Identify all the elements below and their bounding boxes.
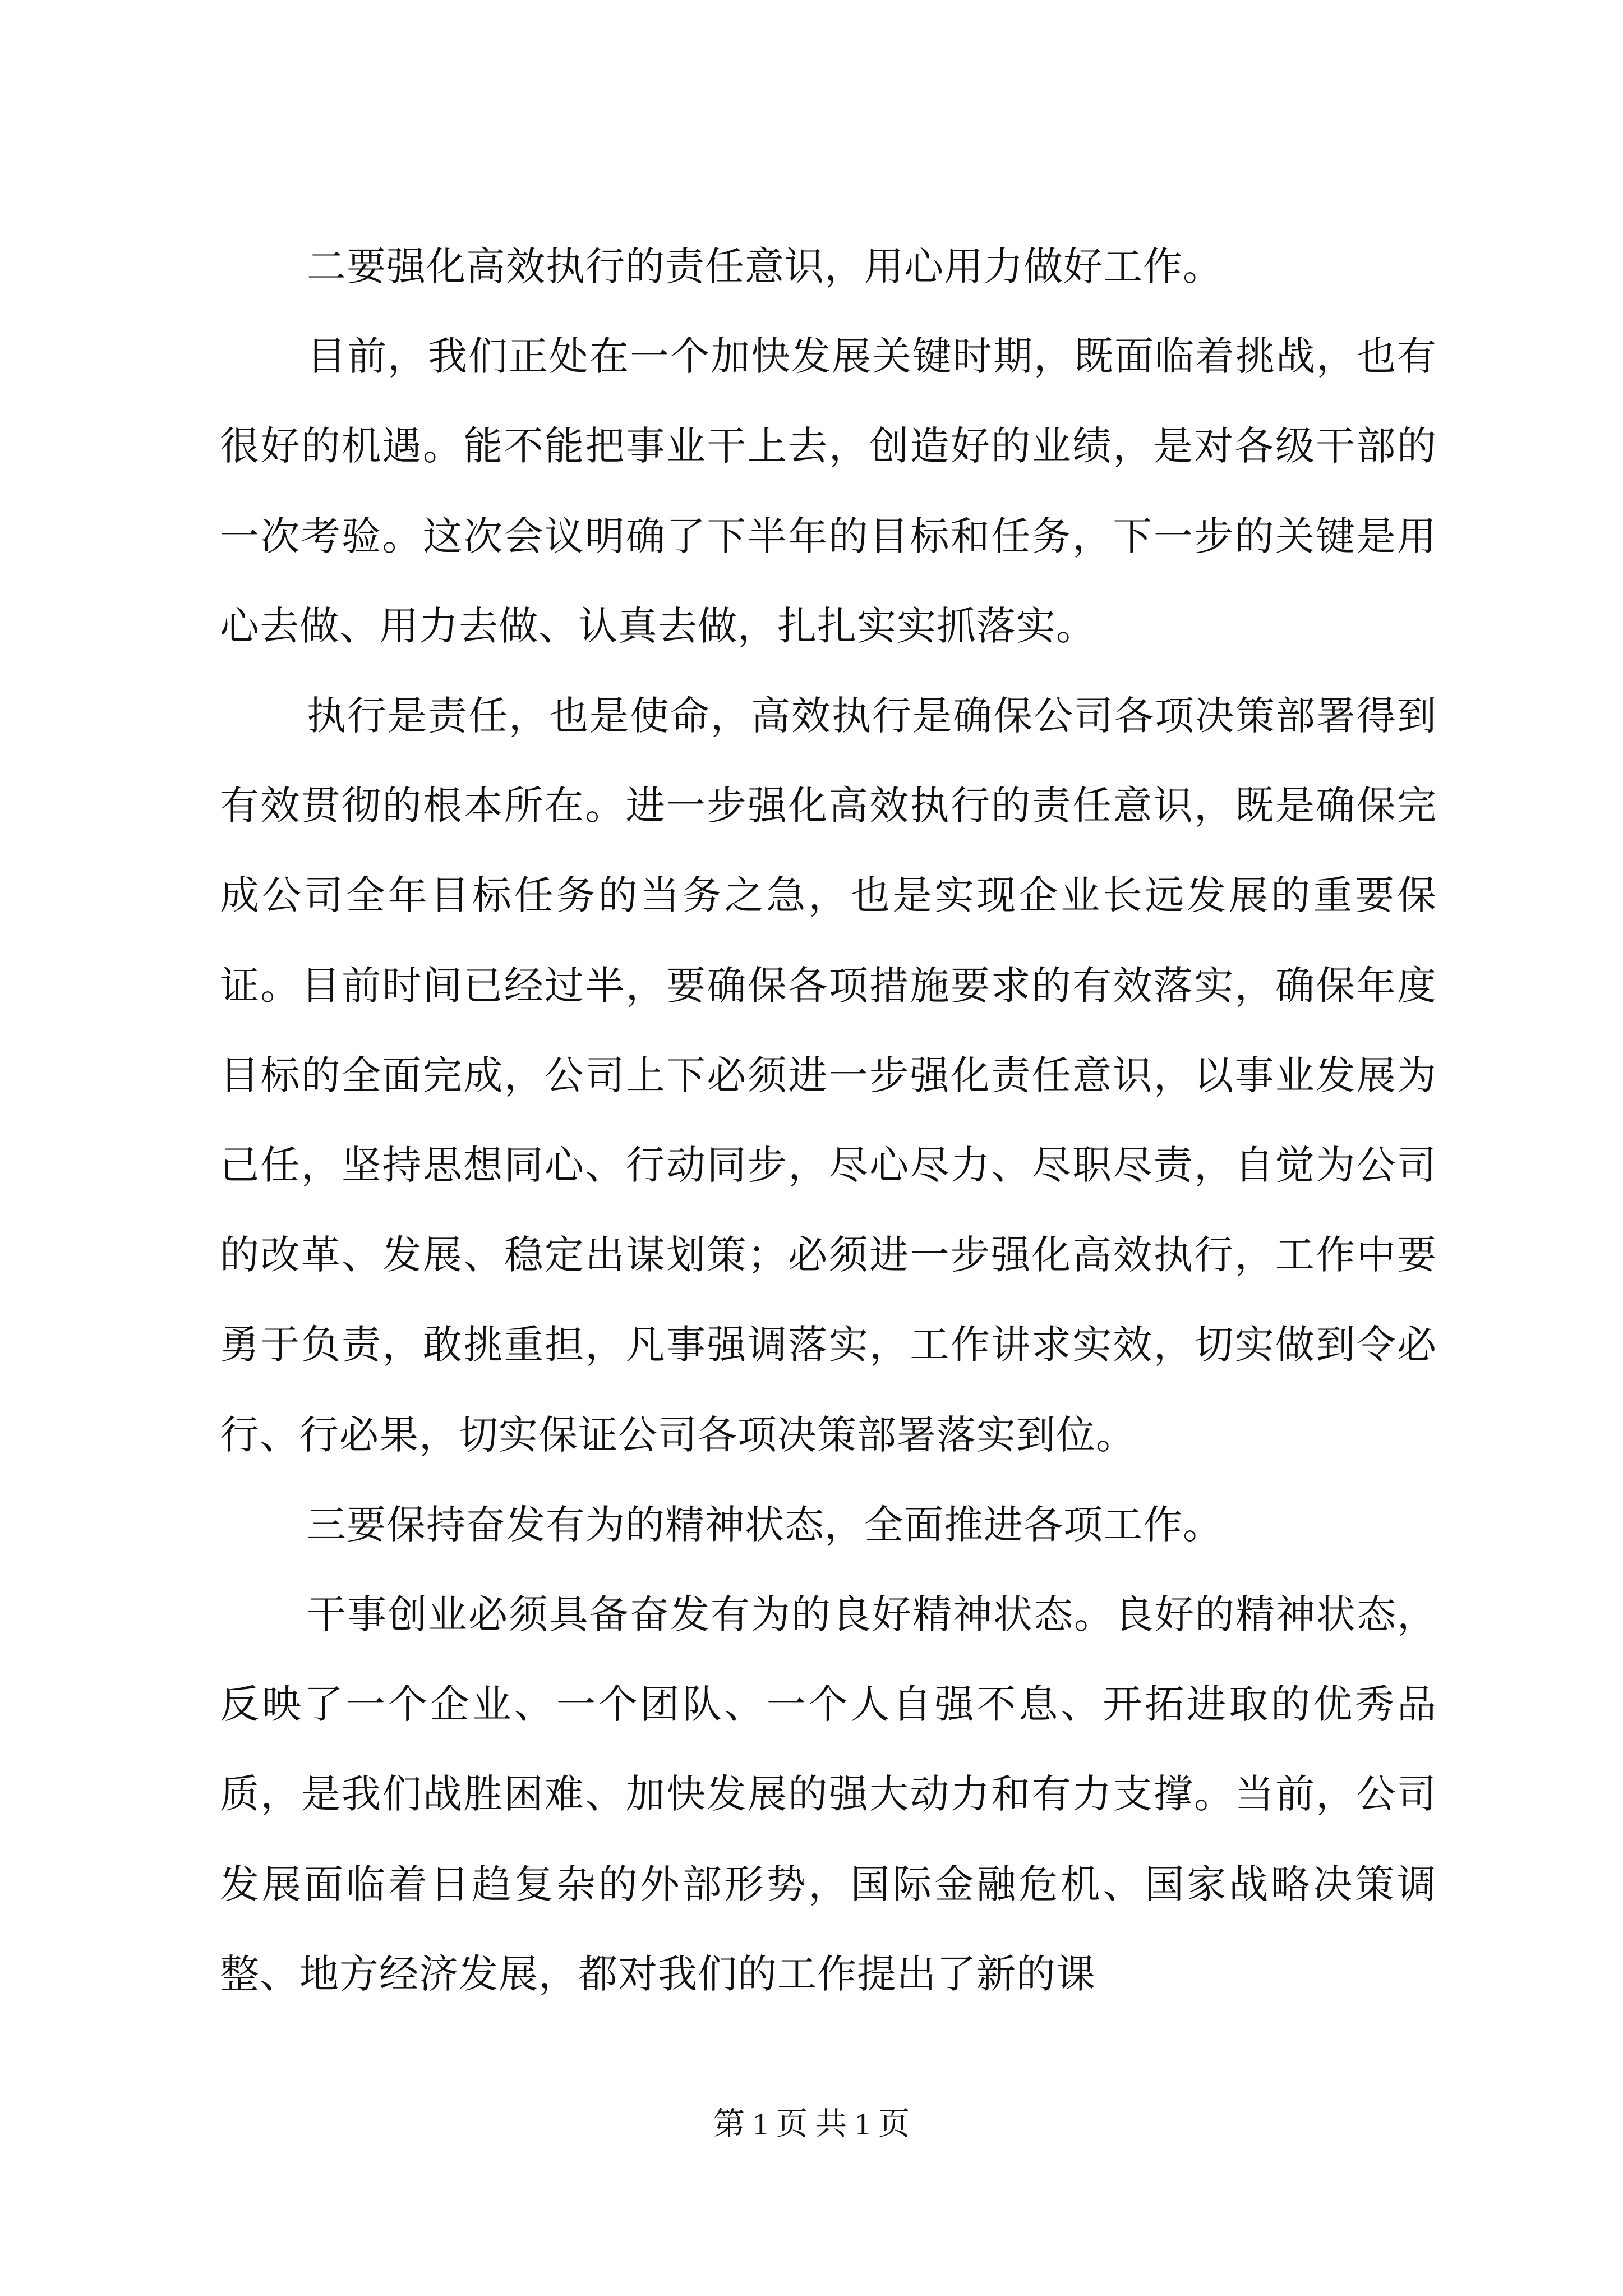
paragraph-spirit-state: 干事创业必须具备奋发有为的良好精神状态。良好的精神状态，反映了一个企业、一个团队、一个人自强不息、开拓进取的优秀品质，是我们战胜困难、加快发展的强大动力和有力支撑。当前，公司发展面临着日趋复杂的外部形势，国际金融危机、国家战略决策调整、地方经济发展，都对我们的工作提出了新的课 [220,1591,1437,1997]
paragraph-execution-responsibility: 执行是责任，也是使命，高效执行是确保公司各项决策部署得到有效贯彻的根本所在。进一步强化高效执行的责任意识，既是确保完成公司全年目标任务的当务之急，也是实现企业长远发展的重要保证。目前时间已经过半，要确保各项措施要求的有效落实，确保年度目标的全面完成，公司上下必须进一步强化责任意识，以事业发展为己任，坚持思想同心、行动同步，尽心尽力、尽职尽责，自觉为公司的改革、发展、稳定出谋划策；必须进一步强化高效执行，工作中要勇于负责，敢挑重担，凡事强调落实，工作讲求实效，切实做到令必行、行必果，切实保证公司各项决策部署落实到位。 [220,693,1437,1458]
paragraph-current-period: 目前，我们正处在一个加快发展关键时期，既面临着挑战，也有很好的机遇。能不能把事业干上去，创造好的业绩，是对各级干部的一次考验。这次会议明确了下半年的目标和任务，下一步的关键是用心去做、用力去做、认真去做，扎扎实实抓落实。 [220,333,1437,649]
page-number-footer: 第 1 页 共 1 页 [713,2107,910,2142]
paragraph-section-three-heading: 三要保持奋发有为的精神状态，全面推进各项工作。 [307,1501,1223,1548]
paragraph-section-two-heading: 二要强化高效执行的责任意识，用心用力做好工作。 [307,243,1223,289]
document-body [220,222,1437,2019]
